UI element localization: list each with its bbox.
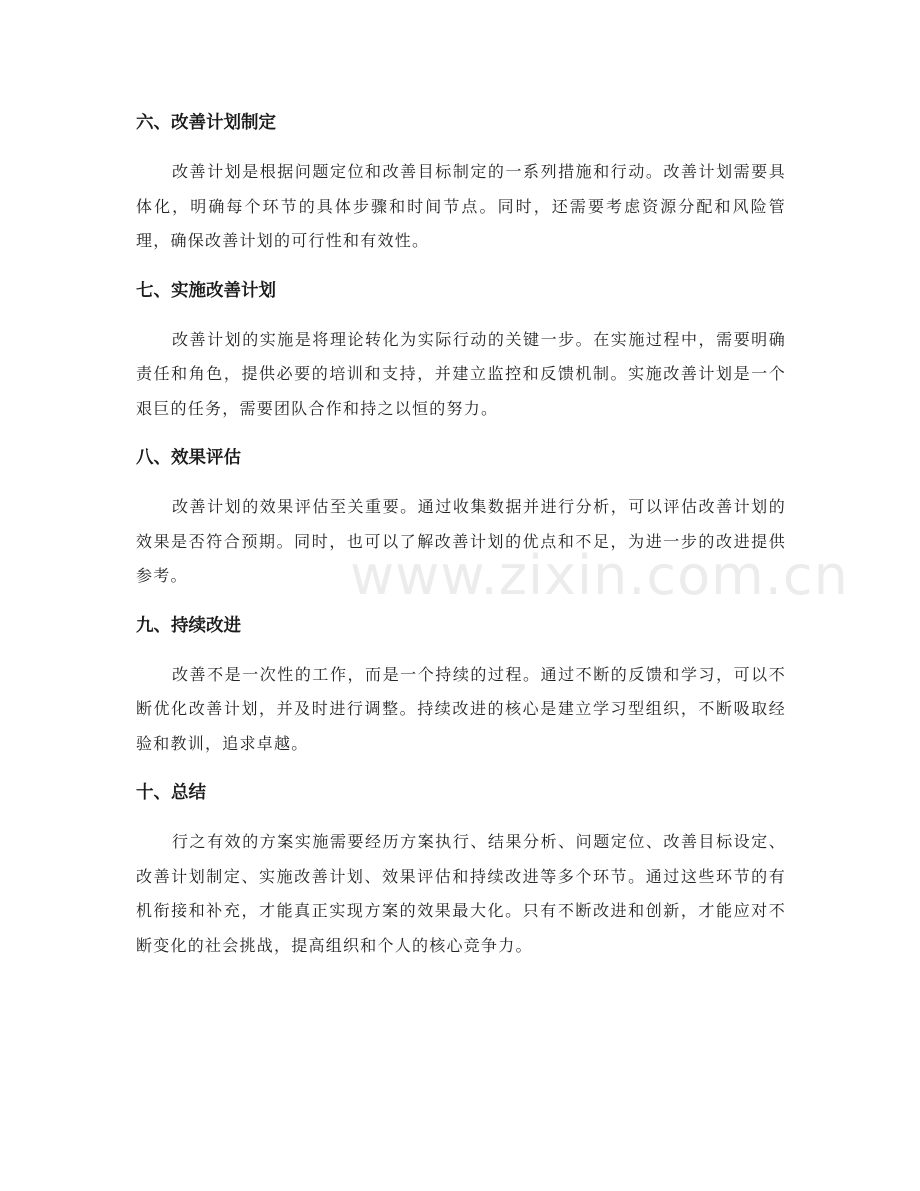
section-summary <box>136 778 786 963</box>
section-body: 改善计划是根据问题定位和改善目标制定的一系列措施和行动。改善计划需要具体化，明确每个环节的具体步骤和时间节点。同时，还需要考虑资源分配和风险管理，确保改善计划的可行性和有效性。 <box>136 162 786 250</box>
section-title: 六、改善计划制定 <box>136 113 276 133</box>
section-title: 十、总结 <box>136 783 206 803</box>
section-title: 八、效果评估 <box>136 448 241 468</box>
document-content <box>136 108 786 980</box>
section-title: 七、实施改善计划 <box>136 280 276 301</box>
section-continuous-improvement <box>136 611 786 762</box>
section-body: 改善计划的效果评估至关重要。通过收集数据并进行分析，可以评估改善计划的效果是否符合预期。同时，也可以了解改善计划的优点和不足，为进一步的改进提供参考。 <box>136 497 786 585</box>
section-body: 改善计划的实施是将理论转化为实际行动的关键一步。在实施过程中，需要明确责任和角色，提供必要的培训和支持，并建立监控和反馈机制。实施改善计划是一个艰巨的任务，需要团队合作和持之以恒的努力。 <box>136 329 786 418</box>
section-effect-evaluation <box>136 443 786 594</box>
section-body: 行之有效的方案实施需要经历方案执行、结果分析、问题定位、改善目标设定、改善计划制定、实施改善计划、效果评估和持续改进等多个环节。通过这些环节的有机衔接和补充，才能真正实现方案的效果最大化。只有不断改进和创新，才能应对不断变化的社会挑战，提高组织和个人的核心竞争力。 <box>136 832 786 955</box>
section-improvement-plan <box>136 108 786 259</box>
section-title: 九、持续改进 <box>136 615 241 636</box>
section-body: 改善不是一次性的工作，而是一个持续的过程。通过不断的反馈和学习，可以不断优化改善计划，并及时进行调整。持续改进的核心是建立学习型组织，不断吸取经验和教训，追求卓越。 <box>136 664 786 753</box>
section-implement-plan <box>136 276 786 427</box>
watermark: www.zixin.com.cn <box>350 544 849 607</box>
